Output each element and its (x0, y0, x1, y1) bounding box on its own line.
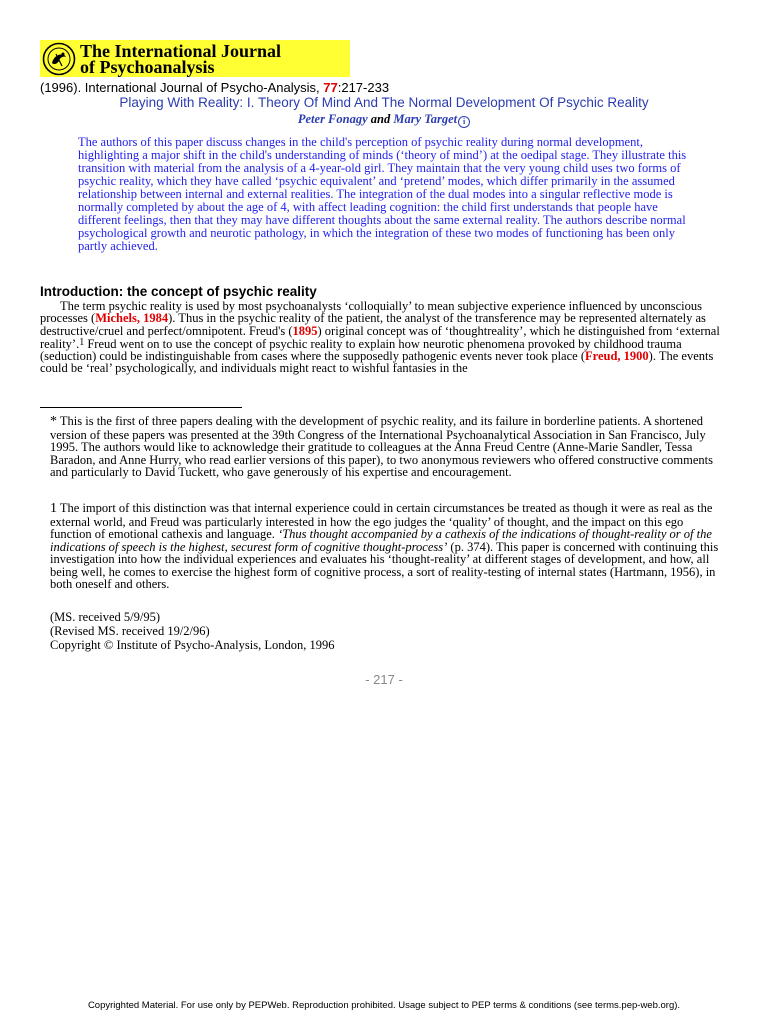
section-heading: Introduction: the concept of psychic reality (40, 284, 317, 299)
author-link-target[interactable]: Mary Target (393, 112, 458, 126)
footnote-star-mark: * (50, 414, 57, 429)
page-number: - 217 - (365, 672, 403, 687)
footnote-1-mark: 1 (50, 501, 57, 516)
body-text-segment: ). The events could be ‘real’ psychologically, and individuals might react to wishful fantasies in the (40, 349, 714, 376)
citation-pages: :217-233 (337, 80, 390, 95)
body-text-segment: Freud went on to use the concept of psychic reality to explain how neurotic phenomena provoked by childhood trauma (seduction) could be indistinguishable from cases where the supposedly pathogenic events never took place ( (40, 336, 682, 364)
citation (40, 80, 389, 96)
footnote-1-quote: ‘Thus thought accompanied by a cathexis of the indications of thought-reality or of the indications of speech is the highest, securest form of cognitive thought-process’ (50, 527, 712, 554)
author-conjunction: and (367, 112, 394, 126)
footnote-ref-1[interactable]: 1 (79, 336, 85, 348)
footnote-divider (40, 407, 242, 408)
copyright-footer: Copyrighted Material. For use only by PEPWeb. Reproduction prohibited. Usage subject to PEP terms & conditions (see terms.pep-web.org). (87, 1000, 681, 1011)
citation-prefix: (1996). International Journal of Psycho-Analysis, (40, 80, 324, 95)
body-paragraph (40, 300, 728, 375)
author-link-fonagy[interactable]: Peter Fonagy (297, 112, 368, 126)
reference-link-freud-1900[interactable]: Freud, 1900 (584, 349, 649, 364)
body-text-segment: ). Thus in the psychic reality of the patient, the analyst of the transference may be represented alternately as destructive/cruel and perfect/omnipotent. Freud's ( (40, 311, 706, 338)
footnote-1-text-end: (p. 374). This paper is concerned with continuing this investigation into how the individual experiences and evaluates his ‘thought-reality’ at different stages of development, and how, all being well, he comes to exercise the highest form of cognitive process, a sort of reality-testing of internal states (Hartmann, 1956), in both oneself and others. (50, 539, 719, 591)
journal-seal-icon (42, 42, 76, 76)
volume-link[interactable]: 77 (323, 80, 338, 95)
footnote-star (50, 415, 722, 479)
journal-title-line1: The International Journal (80, 40, 282, 61)
body-text-segment: The term psychic reality is used by most psychoanalysts ‘colloquially’ to mean subjective experience influenced by unconscious processes ( (40, 299, 702, 326)
reference-link-michels-1984[interactable]: Michels, 1984 (95, 311, 169, 326)
footnote-star-text: This is the first of three papers dealing with the development of psychic reality, and its failure in borderline patients. A shortened version of these papers was presented at the 39th Congress of the International Psychoanalytical Association in San Francisco, July 1995. The authors would like to acknowledge their gratitude to colleagues at the Anna Freud Centre (Anne-Marie Sandler, Tessa Baradon, and Anne Hurry, who read earlier versions of this paper), to two anonymous reviewers who offered constructive comments and particularly to David Tuckett, who gave generously of his expertise and encouragement. (50, 414, 714, 479)
abstract: The authors of this paper discuss changes in the child's perception of psychic reality during normal development, highlighting a major shift in the child's understanding of minds (‘theory of mind’) at the oedipal stage. They illustrate this transition with material from the analysis of a 4-year-old girl. They maintain that the very young child uses two forms of psychic reality, which they have called ‘psychic equivalent’ and ‘pretend’ modes, which differ primarily in the assumed relationship between internal and external realities. The integration of the dual modes into a singular reflective mode is normally completed by about the age of 4, with affect leading cognition: the child first understands that people have different feelings, then that they may have different thoughts about the same external reality. The authors describe normal psychological growth and neurotic pathology, in which the integration of these two modes of functioning has been only partly achieved. (78, 135, 687, 253)
author-info-icon[interactable]: i (458, 116, 470, 128)
footnote-1-text: The import of this distinction was that internal experience could in certain circumstances be treated as though it were as real as the external world, and Freud was particularly interested in how the ego judges the ‘quality’ of thought, and the impact on this ego function of emotional cathexis and language. (50, 501, 713, 541)
journal-banner[interactable] (40, 40, 350, 77)
body-text-segment: ) original concept was of ‘thoughtreality’, which he distinguished from ‘external reality’. (40, 323, 720, 351)
journal-title (80, 40, 282, 77)
revised-date: (Revised MS. received 19/2/96) (50, 624, 210, 638)
received-date: (MS. received 5/9/95) (50, 610, 161, 624)
authors-line (0, 111, 768, 128)
article-title: Playing With Reality: I. Theory Of Mind And The Normal Development Of Psychic Reality (119, 95, 649, 110)
journal-title-line2: of Psychoanalysis (80, 56, 215, 77)
copyright-line: Copyright © Institute of Psycho-Analysis, London, 1996 (50, 638, 335, 652)
footnote-1 (50, 502, 722, 591)
reference-link-freud-1895[interactable]: 1895 (292, 323, 318, 338)
